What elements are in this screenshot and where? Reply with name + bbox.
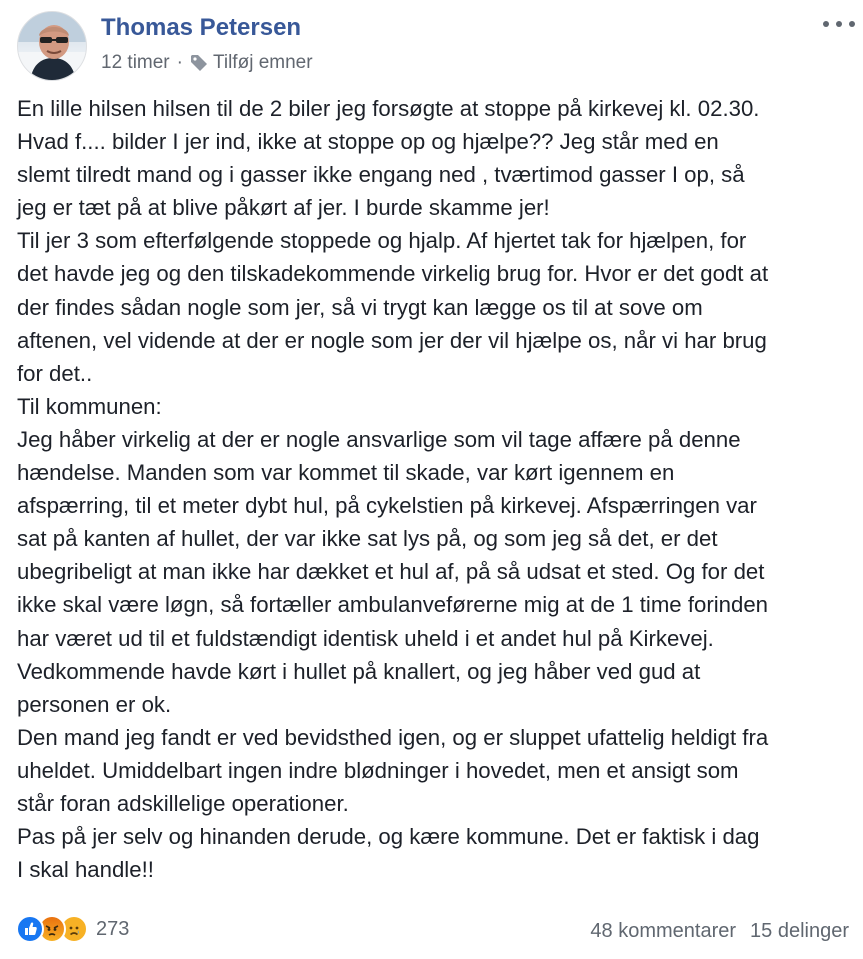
author-avatar[interactable] <box>17 11 87 81</box>
post-timestamp[interactable]: 12 timer <box>101 52 170 73</box>
reactions-summary[interactable] <box>16 915 129 943</box>
post-text-line: der findes sådan nogle som jer, så vi trygt kan lægge os til at sove om <box>17 294 703 320</box>
post-text-line: jeg er tæt på at blive påkørt af jer. I burde skamme jer! <box>17 195 550 221</box>
post-footer <box>0 912 863 952</box>
post-text-line: Hvad f.... bilder I jer ind, ikke at stoppe op og hjælpe?? Jeg står med en <box>17 129 719 155</box>
post-text-line: slemt tilredt mand og i gasser ikke engang ned , tværtimod gasser I op, så <box>17 162 745 188</box>
post-text-line: har været ud til et fuldstændigt identisk uheld i et andet hul på Kirkevej. <box>17 625 714 651</box>
post-text-line: det havde jeg og den tilskadekommende virkelig brug for. Hvor er det godt at <box>17 261 769 287</box>
avatar-photo <box>18 12 87 81</box>
post-text-line: Jeg håber virkelig at der er nogle ansvarlige som vil tage affære på denne <box>17 426 741 452</box>
tag-icon <box>190 54 208 72</box>
post-stats <box>590 920 849 943</box>
reaction-count: 273 <box>96 917 130 940</box>
shares-count-link[interactable]: 15 delinger <box>750 920 849 942</box>
post-text-line: Den mand jeg fandt er ved bevidsthed igen, og er sluppet ufattelig heldigt fra <box>17 724 769 750</box>
add-topics-link[interactable] <box>190 52 313 74</box>
post-text <box>17 92 853 886</box>
more-dot-icon <box>823 21 829 27</box>
post-text-line: Vedkommende havde kørt i hullet på knallert, og jeg håber ved gud at <box>17 658 701 684</box>
post-text-line: for det.. <box>17 360 93 386</box>
more-dot-icon <box>849 21 855 27</box>
post-text-line: afspærring, til et meter dybt hul, på cykelstien på kirkevej. Afspærringen var <box>17 493 757 519</box>
post-text-line: aftenen, vel vidende at der er nogle som jer der vil hjælpe os, når vi har brug <box>17 327 767 353</box>
post-text-line: En lille hilsen hilsen til de 2 biler jeg forsøgte at stoppe på kirkevej kl. 02.30. <box>17 96 760 121</box>
post-text-line: Til kommunen: <box>17 393 162 419</box>
more-dot-icon <box>836 21 842 27</box>
post-text-line: ubegribeligt at man ikke har dækket et hul af, på så udsat et sted. Og for det <box>17 559 765 585</box>
post-text-line: Pas på jer selv og hinanden derude, og kære kommune. Det er faktisk i dag <box>17 824 760 850</box>
post-text-line: sat på kanten af hullet, der var ikke sat lys på, og som jeg så det, er det <box>17 526 718 552</box>
add-topics-label: Tilføj emner <box>212 52 313 73</box>
comments-count-link[interactable]: 48 kommentarer <box>590 920 737 942</box>
post-text-line: personen er ok. <box>17 691 172 717</box>
post-text-line: hændelse. Manden som var kommet til skade, var kørt igennem en <box>17 460 675 486</box>
post-text-line: ikke skal være løgn, så fortæller ambulanveførerne mig at de 1 time forinden <box>17 592 768 618</box>
more-options-button[interactable] <box>823 14 855 34</box>
like-icon <box>16 915 44 943</box>
post-text-line: står foran adskillelige operationer. <box>17 790 349 816</box>
author-name[interactable]: Thomas Petersen <box>101 14 302 41</box>
post-text-line: Til jer 3 som efterfølgende stoppede og hjalp. Af hjertet tak for hjælpen, for <box>17 228 747 254</box>
meta-separator: · <box>176 52 183 73</box>
post-meta <box>101 52 313 74</box>
post-text-line: I skal handle!! <box>17 857 154 883</box>
post-text-line: uheldet. Umiddelbart ingen indre blødninger i hovedet, men et ansigt som <box>17 757 739 783</box>
